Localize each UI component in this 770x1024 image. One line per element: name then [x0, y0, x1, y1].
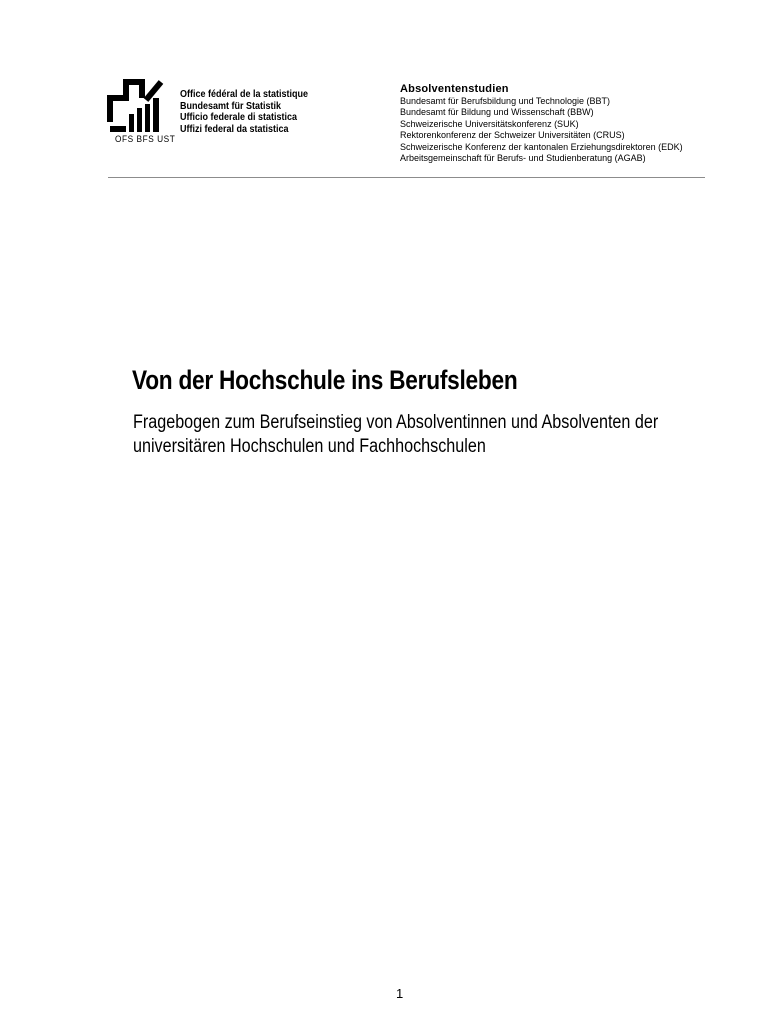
partner-item: Schweizerische Konferenz der kantonalen Erziehungsdirektoren (EDK) — [400, 141, 683, 152]
partners-title: Absolventenstudien — [400, 83, 509, 95]
office-name-french: Office fédéral de la statistique — [180, 89, 309, 100]
office-name-italian: Ufficio federale di statistica — [180, 112, 298, 123]
partner-item: Rektorenkonferenz der Schweizer Universitäten (CRUS) — [400, 130, 625, 141]
subtitle-line: Fragebogen zum Berufseinstieg von Absolventinnen und Absolventen der — [133, 412, 659, 433]
partner-item: Bundesamt für Bildung und Wissenschaft (BBW) — [400, 107, 594, 118]
office-name-german: Bundesamt für Statistik — [180, 100, 282, 112]
header-divider — [108, 177, 705, 178]
subtitle-line: universitären Hochschulen und Fachhochschulen — [133, 436, 486, 457]
page-number: 1 — [396, 986, 404, 1001]
document-subtitle — [133, 411, 658, 459]
document-title: Von der Hochschule ins Berufsleben — [132, 365, 518, 395]
swiss-cross-statistics-logo-icon — [107, 78, 167, 136]
logo-caption: OFS BFS UST — [115, 134, 176, 144]
partner-item: Schweizerische Universitätskonferenz (SUK) — [400, 118, 579, 129]
office-names — [180, 89, 322, 135]
partner-list — [400, 83, 683, 164]
partner-item: Bundesamt für Berufsbildung und Technologie (BBT) — [400, 96, 610, 106]
office-name-romansh: Uffizi federal da statistica — [180, 123, 289, 135]
partner-item: Arbeitsgemeinschaft für Berufs- und Studienberatung (AGAB) — [400, 153, 646, 164]
